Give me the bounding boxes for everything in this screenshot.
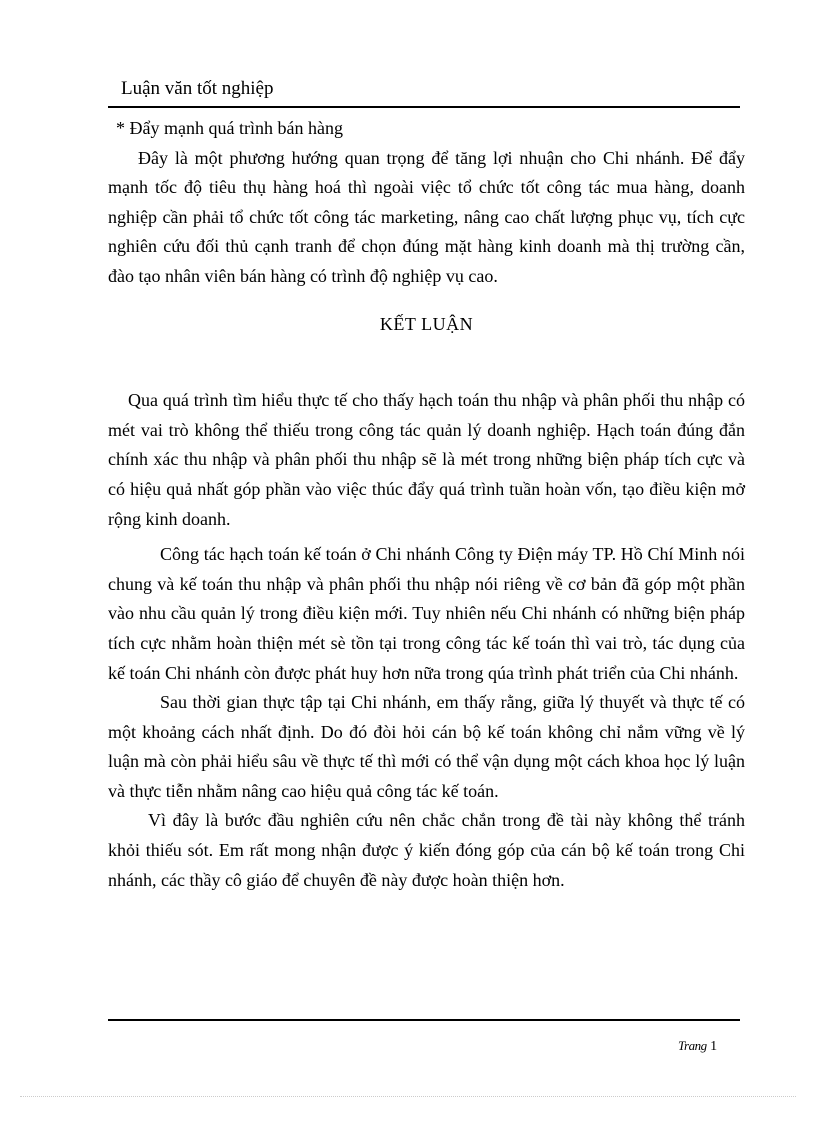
footer-divider [108,1019,740,1021]
paragraph-conclusion-3: Sau thời gian thực tập tại Chi nhánh, em thấy rằng, giữa lý thuyết và thực tế có một khoảng cách nhất định. Do đó đòi hỏi cán bộ kế toán không chỉ nắm vững về lý luận mà còn phải hiểu sâu về thực tế thì mới có thể vận dụng một cách khoa học lý luận và thực tiễn nhằm nâng cao hiệu quả công tác kế toán. [108,692,745,801]
page-word: Trang [678,1038,707,1053]
header-divider [108,106,740,108]
document-body [108,114,745,895]
paragraph-conclusion-2: Công tác hạch toán kế toán ở Chi nhánh Công ty Điện máy TP. Hồ Chí Minh nói chung và kế toán thu nhập và phân phối thu nhập nói riêng về cơ bản đã góp một phần vào nhu cầu quản lý trong điều kiện mới. Tuy nhiên nếu Chi nhánh có những biện pháp tích cực nhằm hoàn thiện mét sè tồn tại trong công tác kế toán thì vai trò, tác dụng của kế toán Chi nhánh còn được phát huy hơn nữa trong qúa trình phát triển của Chi nhánh. [108,544,745,683]
page-bottom-edge [20,1096,796,1097]
page-number: 1 [710,1039,718,1054]
bullet-heading: * Đẩy mạnh quá trình bán hàng [116,118,343,138]
section-title: KẾT LUẬN [379,313,474,334]
paragraph-sales-direction: Đây là một phương hướng quan trọng để tăng lợi nhuận cho Chi nhánh. Để đẩy mạnh tốc độ tiêu thụ hàng hoá thì ngoài việc tổ chức tốt công tác mua hàng, doanh nghiệp cần phải tổ chức tốt công tác marketing, nâng cao chất lượng phục vụ, tích cực nghiên cứu đối thủ cạnh tranh để chọn đúng mặt hàng kinh doanh mà thị trường cần, đào tạo nhân viên bán hàng có trình độ nghiệp vụ cao. [108,147,745,286]
paragraph-conclusion-4: Vì đây là bước đầu nghiên cứu nên chắc chắn trong đề tài này không thể tránh khỏi thiếu sót. Em rất mong nhận được ý kiến đóng góp của cán bộ kế toán trong Chi nhánh, các thầy cô giáo để chuyên đề này được hoàn thiện hơn. [108,810,745,890]
header-title: Luận văn tốt nghiệp [121,78,274,99]
paragraph-conclusion-1: Qua quá trình tìm hiểu thực tế cho thấy hạch toán thu nhập và phân phối thu nhập có mét vai trò không thể thiếu trong công tác quản lý doanh nghiệp. Hạch toán đúng đắn chính xác thu nhập và phân phối thu nhập sẽ là mét trong những biện pháp tích cực và có hiệu quả nhất góp phần vào việc thúc đẩy quá trình tuần hoàn vốn, tạo điều kiện mở rộng kinh doanh. [108,390,745,529]
page-number-label [678,1036,717,1057]
